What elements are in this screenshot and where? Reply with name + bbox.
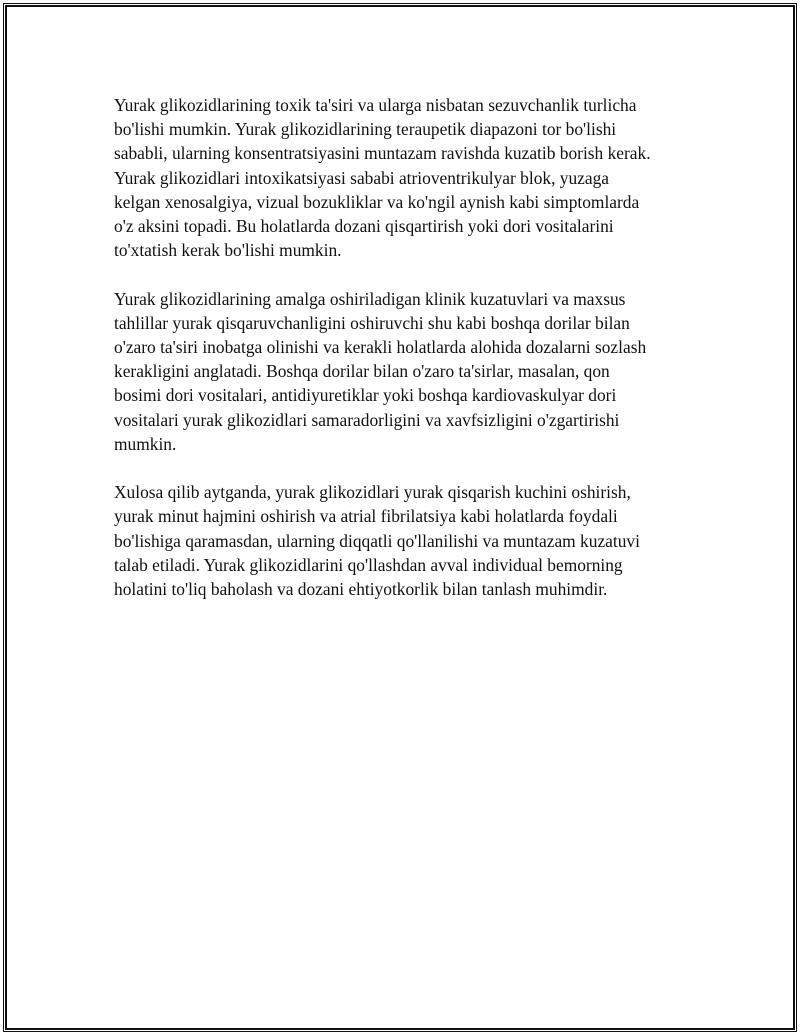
paragraph-clinical-monitoring: Yurak glikozidlarining amalga oshiriladigan klinik kuzatuvlari va maxsus tahlillar yurak qisqaruvchanligini oshiruvchi shu kabi boshqa dorilar bilan o'zaro ta'siri inobatga olinishi va kerakli holatlarda alohida dozalarni sozlash kerakligini anglatadi. Boshqa dorilar bilan o'zaro ta'sirlar, masalan, qon bosimi dori vositalari, antidiyuretiklar yoki boshqa kardiovaskulyar dori vositalari yurak glikozidlari samaradorligini va xavfsizligini o'zgartirishi mumkin. <box>114 288 647 454</box>
document-body <box>114 93 694 625</box>
paragraph-toxicity: Yurak glikozidlarining toxik ta'siri va ularga nisbatan sezuvchanlik turlicha bo'lishi mumkin. Yurak glikozidlarining teraupetik diapazoni tor bo'lishi sababli, ularning konsentratsiyasini muntazam ravishda kuzatib borish kerak. Yurak glikozidlari intoxikatsiyasi sababi atrioventrikulyar blok, yuzaga kelgan xenosalgiya, vizual bozukliklar va ko'ngil aynish kabi simptomlarda o'z aksini topadi. Bu holatlarda dozani qisqartirish yoki dori vositalarini to'xtatish kerak bo'lishi mumkin. <box>114 95 651 261</box>
paragraph-conclusion: Xulosa qilib aytganda, yurak glikozidlari yurak qisqarish kuchini oshirish, yurak minut hajmini oshirish va atrial fibrilatsiya kabi holatlarda foydali bo'lishiga qaramasdan, ularning diqqatli qo'llanilishi va muntazam kuzatuvi talab etiladi. Yurak glikozidlarini qo'llashdan avval individual bemorning holatini to'liq baholash va dozani ehtiyotkorlik bilan tanlash muhimdir. <box>114 482 640 600</box>
